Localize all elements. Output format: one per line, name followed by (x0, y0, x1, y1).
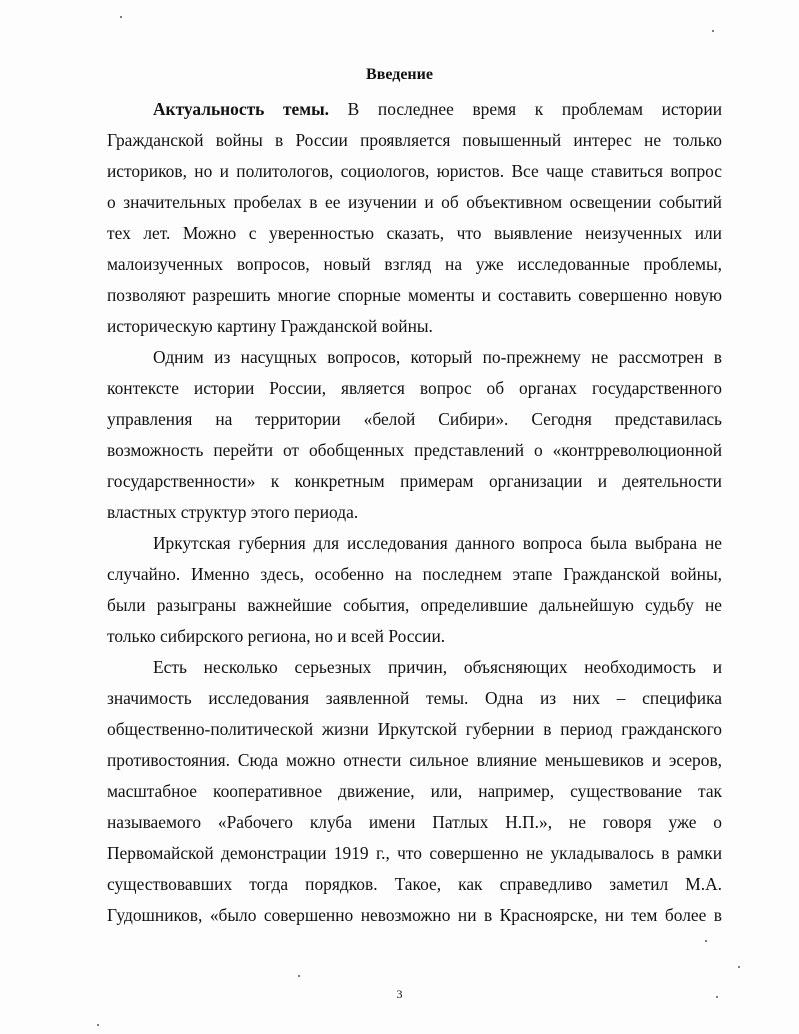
paragraph-line: контексте истории России, является вопрос об органах государственного (107, 378, 722, 398)
paragraph-line: противостояния. Сюда можно отнести сильное влияние меньшевиков и эсеров, (107, 750, 722, 770)
paragraph-line: существовавших тогда порядков. Такое, как справедливо заметил М.А. (107, 874, 722, 894)
paragraph-line: общественно-политической жизни Иркутской губернии в период гражданского (107, 719, 722, 739)
paragraph-line: Одним из насущных вопросов, который по-прежнему не рассмотрен в (153, 347, 722, 367)
page-number: 3 (396, 987, 403, 1001)
paragraph-line: Гражданской войны в России проявляется повышенный интерес не только (107, 130, 722, 150)
paragraph-line: значимость исследования заявленной темы. Одна из них – специфика (107, 688, 722, 708)
paragraph-line: были разыграны важнейшие события, определившие дальнейшую судьбу не (107, 595, 722, 615)
section-title: Введение (366, 66, 433, 83)
paragraph-line: Гудошников, «было совершенно невозможно ни в Красноярске, ни тем более в (107, 905, 722, 925)
paragraph-line: называемого «Рабочего клуба имени Патлых Н.П.», не говоря уже о (107, 812, 722, 832)
paragraph-line: историческую картину Гражданской войны. (107, 316, 433, 336)
paragraph-line: историков, но и политологов, социологов, юристов. Все чаще ставиться вопрос (107, 161, 722, 181)
paragraph-line: Есть несколько серьезных причин, объясняющих необходимость и (153, 657, 722, 677)
scan-speck (298, 975, 300, 977)
paragraph-line: малоизученных вопросов, новый взгляд на уже исследованные проблемы, (107, 254, 722, 274)
scan-speck (120, 16, 122, 18)
scan-speck (738, 966, 740, 968)
paragraph-line: масштабное кооперативное движение, или, например, существование так (107, 781, 722, 801)
paragraph-line (107, 94, 722, 125)
paragraph-line: государственности» к конкретным примерам организации и деятельности (107, 471, 722, 491)
body-text (107, 94, 722, 931)
paragraph-line: только сибирского региона, но и всей России. (107, 626, 446, 646)
paragraph-line: властных структур этого периода. (107, 502, 359, 522)
paragraph-line: Иркутская губерния для исследования данного вопроса была выбрана не (153, 533, 722, 553)
paragraph-line: возможность перейти от обобщенных представлений о «контрреволюционной (107, 440, 722, 460)
paragraph-line: тех лет. Можно с уверенностью сказать, что выявление неизученных или (107, 223, 722, 243)
paragraph-line: позволяют разрешить многие спорные моменты и составить совершенно новую (107, 285, 722, 305)
scan-speck (712, 30, 714, 32)
paragraph-line: о значительных пробелах в ее изучении и об объективном освещении событий (107, 192, 722, 212)
paragraph-line: случайно. Именно здесь, особенно на последнем этапе Гражданской войны, (107, 564, 722, 584)
scan-speck (705, 940, 707, 942)
line-text: В последнее время к проблемам истории (329, 99, 722, 119)
scan-speck (716, 996, 718, 998)
topic-heading: Актуальность темы. (153, 99, 330, 119)
paragraph-line: Первомайской демонстрации 1919 г., что совершенно не укладывалось в рамки (107, 843, 722, 863)
scan-speck (97, 1024, 99, 1026)
paragraph-line: управления на территории «белой Сибири». Сегодня представилась (107, 409, 722, 429)
